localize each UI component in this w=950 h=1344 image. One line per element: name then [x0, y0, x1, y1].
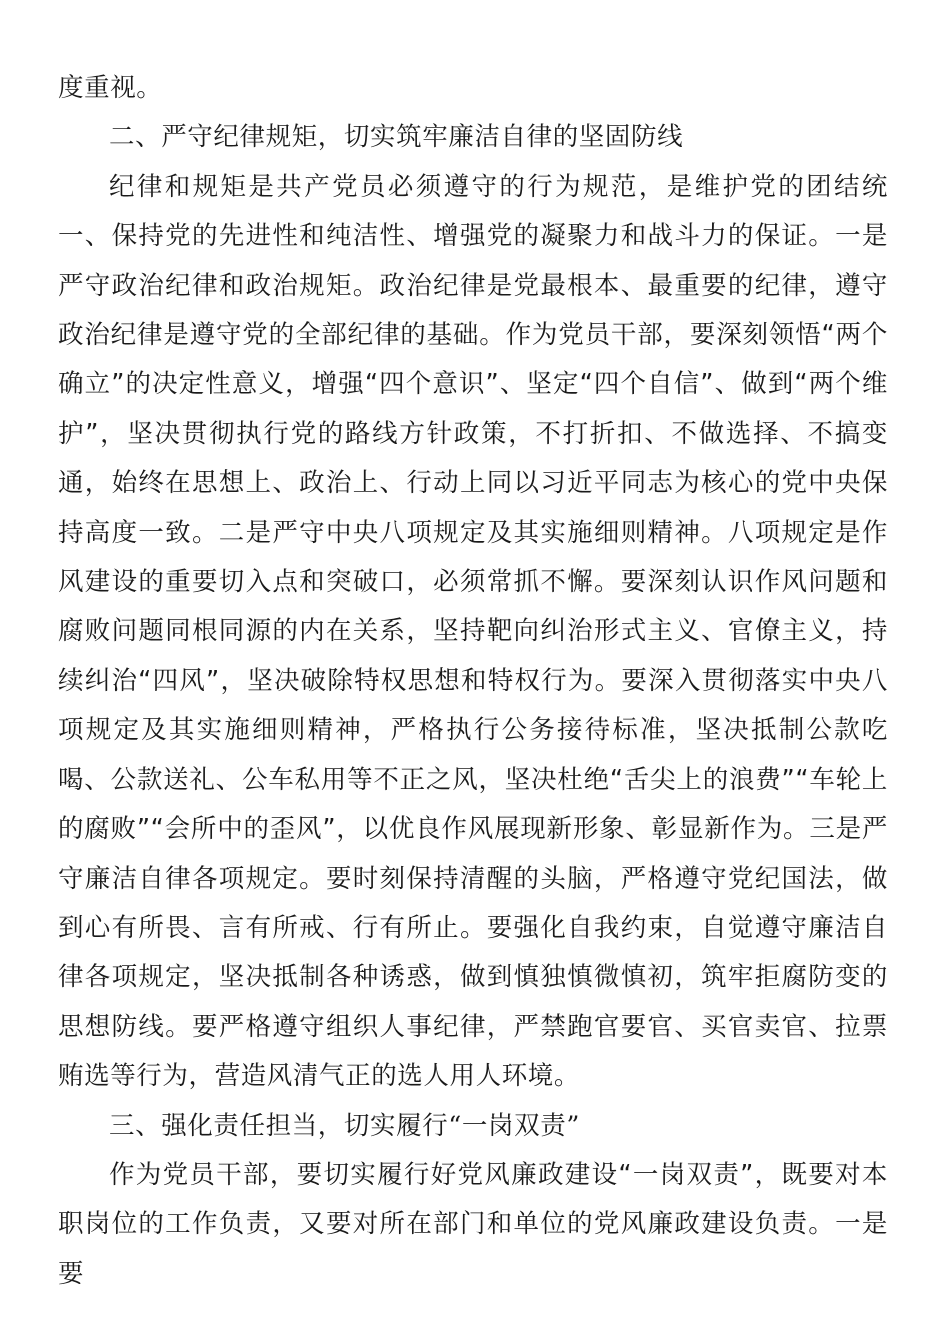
- paragraph-responsibility: 作为党员干部，要切实履行好党风廉政建设“一岗双责”，既要对本职岗位的工作负责，又要对所在部门和单位的党风廉政建设负责。一是要: [58, 1159, 888, 1289]
- document-body: [58, 64, 888, 1299]
- section-heading-2: 二、严守纪律规矩，切实筑牢廉洁自律的坚固防线: [109, 122, 684, 153]
- section-heading-3: 三、强化责任担当，切实履行“一岗双责”: [109, 1110, 580, 1141]
- paragraph-continuation: 度重视。: [58, 73, 163, 103]
- paragraph-discipline: 纪律和规矩是共产党员必须遵守的行为规范，是维护党的团结统一、保持党的先进性和纯洁性、增强党的凝聚力和战斗力的保证。一是严守政治纪律和政治规矩。政治纪律是党最根本、最重要的纪律，遵守政治纪律是遵守党的全部纪律的基础。作为党员干部，要深刻领悟“两个确立”的决定性意义，增强“四个意识”、坚定“四个自信”、做到“两个维护”，坚决贯彻执行党的路线方针政策，不打折扣、不做选择、不搞变通，始终在思想上、政治上、行动上同以习近平同志为核心的党中央保持高度一致。二是严守中央八项规定及其实施细则精神。八项规定是作风建设的重要切入点和突破口，必须常抓不懈。要深刻认识作风问题和腐败问题同根同源的内在关系，坚持靶向纠治形式主义、官僚主义，持续纠治“四风”，坚决破除特权思想和特权行为。要深入贯彻落实中央八项规定及其实施细则精神，严格执行公务接待标准，坚决抵制公款吃喝、公款送礼、公车私用等不正之风，坚决杜绝“舌尖上的浪费”“车轮上的腐败”“会所中的歪风”，以优良作风展现新形象、彰显新作为。三是严守廉洁自律各项规定。要时刻保持清醒的头脑，严格遵守党纪国法，做到心有所畏、言有所戒、行有所止。要强化自我约束，自觉遵守廉洁自律各项规定，坚决抵制各种诱惑，做到慎独慎微慎初，筑牢拒腐防变的思想防线。要严格遵守组织人事纪律，严禁跑官要官、买官卖官、拉票贿选等行为，营造风清气正的选人用人环境。: [58, 171, 888, 1092]
